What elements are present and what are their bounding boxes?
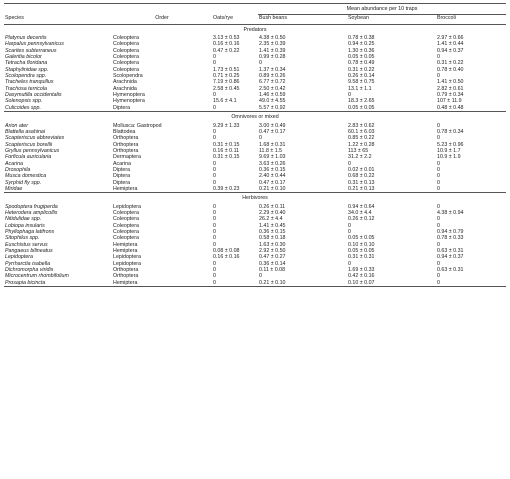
species-cell: Pyrrharctia isabella xyxy=(5,260,51,267)
abundance-cell: 9.69 ± 1.03 xyxy=(259,154,286,161)
abundance-table xyxy=(4,3,506,287)
abundance-cell: 3.00 ± 0.49 xyxy=(259,122,286,129)
abundance-cell: 0.16 ± 0.11 xyxy=(213,147,240,154)
abundance-cell: 0.63 ± 0.31 xyxy=(437,248,464,255)
order-cell: Diptera xyxy=(113,179,131,186)
abundance-cell: 0.94 ± 0.37 xyxy=(437,254,464,261)
abundance-cell: 0.21 ± 0.10 xyxy=(259,185,286,192)
table-header xyxy=(4,4,506,25)
abundance-cell: 9.29 ± 1.33 xyxy=(213,122,240,129)
abundance-cell: 0.47 ± 0.27 xyxy=(259,254,286,261)
abundance-cell: 0 xyxy=(213,260,216,267)
abundance-cell: 0 xyxy=(213,104,216,111)
abundance-cell: 0 xyxy=(213,60,216,67)
order-cell: Lepidoptera xyxy=(113,203,141,210)
order-cell: Orthoptera xyxy=(113,267,139,274)
order-cell: Coleoptera xyxy=(113,60,139,67)
order-cell: Coleoptera xyxy=(113,41,139,48)
abundance-cell: 0 xyxy=(213,241,216,248)
abundance-cell: 2.92 ± 0.50 xyxy=(259,248,286,255)
abundance-cell: 0.71 ± 0.25 xyxy=(213,73,240,80)
abundance-cell: 0 xyxy=(437,73,440,80)
species-cell: Spodoptera frugiperda xyxy=(5,203,58,210)
species-cell: Staphylinidae spp. xyxy=(5,66,49,73)
abundance-cell: 0.21 ± 0.10 xyxy=(258,280,347,287)
group-header-row xyxy=(4,24,506,35)
species-cell: Blattella asahinai xyxy=(5,128,46,135)
species-cell: Culicoides spp. xyxy=(5,104,41,111)
abundance-cell: 2.58 ± 0.45 xyxy=(213,85,240,92)
abundance-cell: 4.38 ± 0.50 xyxy=(259,35,286,42)
abundance-cell: 0 xyxy=(437,179,440,186)
abundance-cell: 0.89 ± 0.26 xyxy=(259,73,286,80)
abundance-cell: 0 xyxy=(437,54,440,61)
order-cell: Diptera xyxy=(113,104,131,111)
abundance-cell: 15.6 ± 4.1 xyxy=(213,98,237,105)
abundance-cell: 0 xyxy=(437,166,440,173)
abundance-cell: 0.36 ± 0.14 xyxy=(259,260,286,267)
abundance-cell: 31.2 ± 2.2 xyxy=(348,154,372,161)
abundance-cell: 1.46 ± 0.59 xyxy=(259,92,286,99)
abundance-cell: 0 xyxy=(213,203,216,210)
species-cell: Solenopsis spp. xyxy=(5,98,43,105)
group-title: Herbivores xyxy=(4,193,506,204)
abundance-cell: 7.19 ± 0.86 xyxy=(213,79,240,86)
order-cell: Orthoptera xyxy=(113,135,139,142)
abundance-cell: 10.9 ± 1.9 xyxy=(437,154,461,161)
crop-header-oats-rye: Oats/rye xyxy=(212,15,258,24)
group-title: Omnivores or mixed xyxy=(4,112,506,123)
species-cell: Lobiopa insularis xyxy=(5,222,45,229)
species-cell: Heterodera amplicollis xyxy=(5,209,58,216)
abundance-cell: 0.31 ± 0.22 xyxy=(437,60,464,67)
abundance-cell: 0.31 ± 0.13 xyxy=(348,179,375,186)
order-cell: Lepidoptera xyxy=(113,260,141,267)
abundance-cell: 0 xyxy=(259,60,262,67)
abundance-cell: 0.36 ± 0.15 xyxy=(259,229,286,235)
abundance-cell: 0.78 ± 0.34 xyxy=(437,128,464,135)
species-cell: Tetracha floridana xyxy=(5,60,48,67)
order-cell: Coleoptera xyxy=(113,235,139,242)
abundance-cell: 113 ± 65 xyxy=(348,147,369,154)
abundance-cell: 0 xyxy=(213,209,216,216)
abundance-cell: 0 xyxy=(348,229,351,235)
species-cell: Acarina xyxy=(5,160,23,167)
species-cell: Scolopendra spp. xyxy=(5,73,47,80)
abundance-cell: 1.30 ± 0.36 xyxy=(348,47,375,54)
abundance-cell: 26.2 ± 4.4 xyxy=(259,216,283,223)
abundance-cell: 0 xyxy=(213,179,216,186)
abundance-cell: 0 xyxy=(213,229,216,235)
abundance-table-document xyxy=(4,3,506,287)
abundance-cell: 0 xyxy=(348,92,351,99)
order-cell: Coleoptera xyxy=(113,35,139,42)
order-column-header: Order xyxy=(112,15,212,24)
abundance-cell: 0.26 ± 0.14 xyxy=(348,73,375,80)
order-cell: Lepidoptera xyxy=(113,254,141,261)
abundance-cell: 1.63 ± 0.30 xyxy=(259,241,286,248)
abundance-cell: 0.05 ± 0.05 xyxy=(348,104,375,111)
abundance-cell: 0 xyxy=(259,135,262,142)
abundance-cell: 0 xyxy=(213,160,216,167)
abundance-cell: 1.41 ± 0.50 xyxy=(437,79,464,86)
abundance-cell: 3.13 ± 0.53 xyxy=(213,35,240,42)
abundance-cell: 2.50 ± 0.42 xyxy=(259,85,286,92)
order-cell: Coleoptera xyxy=(113,216,139,223)
abundance-cell: 0 xyxy=(213,235,216,242)
abundance-cell: 0 xyxy=(437,216,440,223)
mean-abundance-header: Mean abundance per 10 traps xyxy=(258,4,506,15)
abundance-cell: 0.11 ± 0.08 xyxy=(259,267,286,274)
order-cell: Diptera xyxy=(113,166,131,173)
abundance-cell: 0.21 ± 0.13 xyxy=(348,185,375,192)
abundance-cell: 0.94 ± 0.25 xyxy=(348,41,375,48)
abundance-cell: 1.41 ± 0.45 xyxy=(259,222,286,229)
abundance-cell: 0 xyxy=(213,173,216,180)
order-cell: Dermaptera xyxy=(113,154,141,161)
abundance-cell: 0.31 ± 0.15 xyxy=(213,154,240,161)
species-cell: Galeritia bicolor xyxy=(5,54,42,61)
crop-header-broccoli: Broccoli xyxy=(436,15,506,24)
crop-header-soybean: Soybean xyxy=(347,15,436,24)
abundance-cell: 0.68 ± 0.22 xyxy=(348,173,375,180)
table-row xyxy=(4,105,506,112)
abundance-cell: 1.37 ± 0.34 xyxy=(259,66,286,73)
abundance-cell: 1.68 ± 0.31 xyxy=(259,141,286,148)
abundance-cell: 0 xyxy=(437,160,440,167)
abundance-cell: 0 xyxy=(213,166,216,173)
order-cell: Coleoptera xyxy=(113,222,139,229)
abundance-cell: 2.83 ± 0.62 xyxy=(348,122,375,129)
species-cell: Drosophila xyxy=(5,166,31,173)
abundance-cell: 1.22 ± 0.28 xyxy=(348,141,375,148)
abundance-cell: 0 xyxy=(437,260,440,267)
abundance-cell: 0 xyxy=(213,267,216,274)
species-cell: Forficula auricularia xyxy=(5,154,52,161)
abundance-cell: 0 xyxy=(213,222,216,229)
species-cell: Harpalus pennsylvanicus xyxy=(5,41,64,48)
abundance-cell: 5.23 ± 0.96 xyxy=(437,141,464,148)
abundance-cell: 0 xyxy=(213,54,216,61)
order-cell: Hymenoptera xyxy=(113,98,145,105)
abundance-cell: 0.31 ± 0.31 xyxy=(348,254,375,261)
species-cell: Tracheles tranquillus xyxy=(5,79,54,86)
species-cell: Phyllophaga latifrons xyxy=(5,229,55,235)
order-cell: Orthoptera xyxy=(113,147,139,154)
abundance-cell: 60.1 ± 6.03 xyxy=(348,128,375,135)
abundance-cell: 0.47 ± 0.17 xyxy=(259,179,286,186)
order-cell: Hemiptera xyxy=(113,185,138,192)
abundance-cell: 18.3 ± 2.65 xyxy=(348,98,375,105)
abundance-cell: 0 xyxy=(437,135,440,142)
table-body xyxy=(4,24,506,286)
abundance-cell: 34.0 ± 4.4 xyxy=(348,209,372,216)
abundance-cell: 2.35 ± 0.39 xyxy=(259,41,286,48)
abundance-cell: 1.41 ± 0.39 xyxy=(259,47,286,54)
abundance-cell: 1.73 ± 0.51 xyxy=(213,66,240,73)
abundance-cell: 2.82 ± 0.61 xyxy=(437,85,464,92)
abundance-cell: 0 xyxy=(213,216,216,223)
abundance-cell: 0 xyxy=(437,273,440,280)
species-cell: Musca domestica xyxy=(5,173,47,180)
abundance-cell: 0.05 ± 0.05 xyxy=(348,54,375,61)
order-cell: Orthoptera xyxy=(113,273,139,280)
abundance-cell: 0.47 ± 0.17 xyxy=(259,128,286,135)
abundance-cell: 0.78 ± 0.33 xyxy=(437,235,464,242)
group-header-row xyxy=(4,112,506,123)
abundance-cell: 0 xyxy=(259,273,262,280)
species-cell: Pangaeus bilineatus xyxy=(5,248,53,255)
species-cell: Scapteriscus borellii xyxy=(5,141,53,148)
abundance-cell: 4.38 ± 0.94 xyxy=(437,209,464,216)
order-cell: Coleoptera xyxy=(113,229,139,235)
crop-header-bush-beans: Bush beans xyxy=(258,15,347,24)
order-cell: Coleoptera xyxy=(113,66,139,73)
group-title: Predators xyxy=(243,26,267,33)
species-cell: Dichromorpha viridis xyxy=(5,267,54,274)
abundance-cell: 13.1 ± 1.1 xyxy=(348,85,372,92)
abundance-cell: 0.10 ± 0.07 xyxy=(347,280,436,287)
order-cell: Hymenoptera xyxy=(113,92,145,99)
species-cell: Scarites subterraneus xyxy=(5,47,57,54)
species-cell: Sitophilus spp. xyxy=(5,235,40,242)
abundance-cell: 0 xyxy=(437,185,440,192)
abundance-cell: 0.47 ± 0.22 xyxy=(213,47,240,54)
abundance-cell: 0.16 ± 0.16 xyxy=(213,254,240,261)
abundance-cell: 0.78 ± 0.40 xyxy=(437,66,464,73)
order-cell: Arachnida xyxy=(113,85,137,92)
abundance-cell: 0.26 ± 0.12 xyxy=(348,216,375,223)
order-cell: Scolopendra xyxy=(113,73,143,80)
abundance-cell: 0.02 ± 0.01 xyxy=(348,166,375,173)
abundance-cell: 0.94 ± 0.79 xyxy=(437,229,464,235)
abundance-cell: 0 xyxy=(437,122,440,129)
species-cell: Microcentrum rhombifolium xyxy=(5,273,69,280)
order-cell: Acarina xyxy=(113,160,131,167)
abundance-cell: 0.36 ± 0.15 xyxy=(259,166,286,173)
order-cell: Mollusca: Gastropod xyxy=(113,122,162,129)
order-cell: Hemiptera xyxy=(112,280,212,287)
abundance-cell: 0.39 ± 0.23 xyxy=(213,185,240,192)
order-cell: Hemiptera xyxy=(113,241,138,248)
order-cell: Diptera xyxy=(113,173,131,180)
abundance-cell: 0.26 ± 0.11 xyxy=(259,203,286,210)
species-column-header: Species xyxy=(4,15,112,24)
abundance-cell: 0.10 ± 0.10 xyxy=(348,241,375,248)
order-cell: Coleoptera xyxy=(113,47,139,54)
abundance-cell: 0.31 ± 0.15 xyxy=(213,141,240,148)
abundance-cell: 0 xyxy=(348,160,351,167)
species-cell: Arion ater xyxy=(5,122,28,129)
abundance-cell: 2.29 ± 0.40 xyxy=(259,209,286,216)
species-cell: Miridae xyxy=(5,185,23,192)
species-cell: Platynus decentis xyxy=(5,35,47,42)
abundance-cell: 0.08 ± 0.08 xyxy=(213,248,240,255)
order-cell: Coleoptera xyxy=(113,209,139,216)
abundance-cell: 10.9 ± 1.7 xyxy=(437,147,461,154)
abundance-cell: 0 xyxy=(437,173,440,180)
abundance-cell: 0 xyxy=(213,135,216,142)
abundance-cell: 49.0 ± 4.55 xyxy=(259,98,286,105)
order-cell: Orthoptera xyxy=(113,141,139,148)
species-cell: Scapteriscus abbreviates xyxy=(5,135,65,142)
abundance-cell: 0.48 ± 0.48 xyxy=(437,104,464,111)
abundance-cell: 0 xyxy=(348,260,351,267)
abundance-cell: 0 xyxy=(436,280,506,287)
abundance-cell: 1.41 ± 0.44 xyxy=(437,41,464,48)
abundance-cell: 107 ± 11.9 xyxy=(437,98,462,105)
species-cell: Trachosa terricola xyxy=(5,85,47,92)
abundance-cell: 0.16 ± 0.16 xyxy=(213,41,240,48)
abundance-cell: 0 xyxy=(437,222,440,229)
species-cell: Nitidulidae spp. xyxy=(5,216,42,223)
abundance-cell: 11.8 ± 1.5 xyxy=(259,147,283,154)
order-cell: Blattodea xyxy=(113,128,136,135)
abundance-cell: 0 xyxy=(213,128,216,135)
abundance-cell: 0.79 ± 0.34 xyxy=(437,92,464,99)
abundance-cell: 0.78 ± 0.38 xyxy=(348,35,375,42)
abundance-cell: 0 xyxy=(437,203,440,210)
abundance-cell: 0 xyxy=(213,273,216,280)
abundance-cell: 0.63 ± 0.31 xyxy=(437,267,464,274)
abundance-cell: 0 xyxy=(213,92,216,99)
abundance-cell: 6.77 ± 0.72 xyxy=(259,79,286,86)
group-header-row xyxy=(4,193,506,204)
abundance-cell: 0.94 ± 0.64 xyxy=(348,203,375,210)
abundance-cell: 0 xyxy=(212,280,258,287)
order-cell: Hemiptera xyxy=(113,248,138,255)
table-row xyxy=(4,186,506,193)
abundance-cell: 0.94 ± 0.37 xyxy=(437,47,464,54)
table-row xyxy=(4,280,506,287)
species-cell: Lepidoptera xyxy=(5,254,33,261)
abundance-cell: 0.31 ± 0.22 xyxy=(348,66,375,73)
abundance-cell: 1.69 ± 0.33 xyxy=(348,267,375,274)
abundance-cell: 0.85 ± 0.22 xyxy=(348,135,375,142)
species-cell: Dasymutilla occidentalis xyxy=(5,92,62,99)
species-cell: Prosapia bicincta xyxy=(4,280,112,287)
abundance-cell: 0.05 ± 0.05 xyxy=(348,235,375,242)
abundance-cell: 3.63 ± 0.26 xyxy=(259,160,286,167)
abundance-cell: 0 xyxy=(437,241,440,248)
abundance-cell: 0.58 ± 0.18 xyxy=(259,235,286,242)
abundance-cell: 0 xyxy=(348,222,351,229)
abundance-cell: 0.99 ± 0.28 xyxy=(259,54,286,61)
order-cell: Coleoptera xyxy=(113,54,139,61)
abundance-cell: 0.42 ± 0.16 xyxy=(348,273,375,280)
abundance-cell: 0.05 ± 0.05 xyxy=(348,248,375,255)
abundance-cell: 2.40 ± 0.44 xyxy=(259,173,286,180)
order-cell: Arachnida xyxy=(113,79,137,86)
species-cell: Syrphid fly spp. xyxy=(5,179,42,186)
species-cell: Gryllus pennsylvanicus xyxy=(5,147,60,154)
abundance-cell: 2.97 ± 0.66 xyxy=(437,35,464,42)
species-cell: Euschistus servus xyxy=(5,241,48,248)
abundance-cell: 9.58 ± 0.75 xyxy=(348,79,375,86)
abundance-cell: 0.78 ± 0.49 xyxy=(348,60,375,67)
abundance-cell: 5.57 ± 0.92 xyxy=(259,104,286,111)
